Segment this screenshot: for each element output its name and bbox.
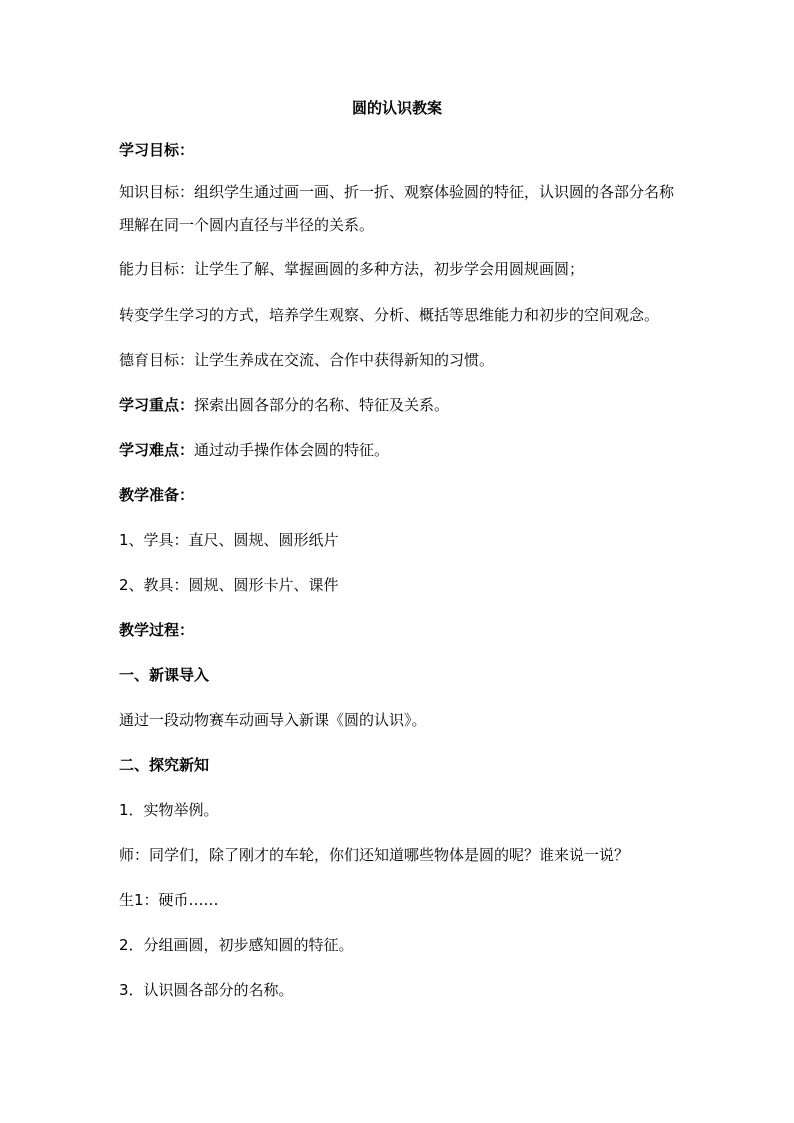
key-point-text: 探索出圆各部分的名称、特征及关系。 [194,396,450,414]
teacher-line: 师：同学们，除了刚才的车轮，你们还知道哪些物体是圆的呢？谁来说一说？ [119,846,630,864]
process-heading: 教学过程： [119,621,195,639]
student-line: 生1：硬币…… [119,891,219,909]
prep-item-teacher: 2、教具：圆规、圆形卡片、课件 [119,576,339,594]
difficulty-text: 通过动手操作体会圆的特征。 [194,441,390,459]
step3-text: 3．认识圆各部分的名称。 [119,981,294,999]
prep-heading: 教学准备： [119,486,195,504]
difficulty-paragraph [119,439,679,461]
part1-text: 通过一段动物赛车动画导入新课《圆的认识》。 [119,711,427,729]
difficulty-label: 学习难点： [119,441,195,459]
part1-heading: 一、新课导入 [119,666,210,684]
moral-goal-paragraph: 德育目标：让学生养成在交流、合作中获得新知的习惯。 [119,351,495,369]
part2-heading: 二、探究新知 [119,756,210,774]
knowledge-goal-paragraph: 知识目标：组织学生通过画一画、折一折、观察体验圆的特征，认识圆的各部分名称理解在同一个圆内直径与半径的关系。 [119,183,675,234]
document-title: 圆的认识教案 [351,99,442,117]
key-point-label: 学习重点： [119,396,195,414]
learning-goals-heading: 学习目标： [119,141,195,159]
key-point-paragraph [119,394,679,416]
ability-goal-paragraph: 能力目标：让学生了解、掌握画圆的多种方法，初步学会用圆规画圆； [119,260,585,278]
step1-text: 1．实物举例。 [119,801,219,819]
prep-item-student: 1、学具：直尺、圆规、圆形纸片 [119,531,339,549]
step2-text: 2．分组画圆，初步感知圆的特征。 [119,936,354,954]
transform-goal-paragraph: 转变学生学习的方式，培养学生观察、分析、概括等思维能力和初步的空间观念。 [119,306,660,324]
